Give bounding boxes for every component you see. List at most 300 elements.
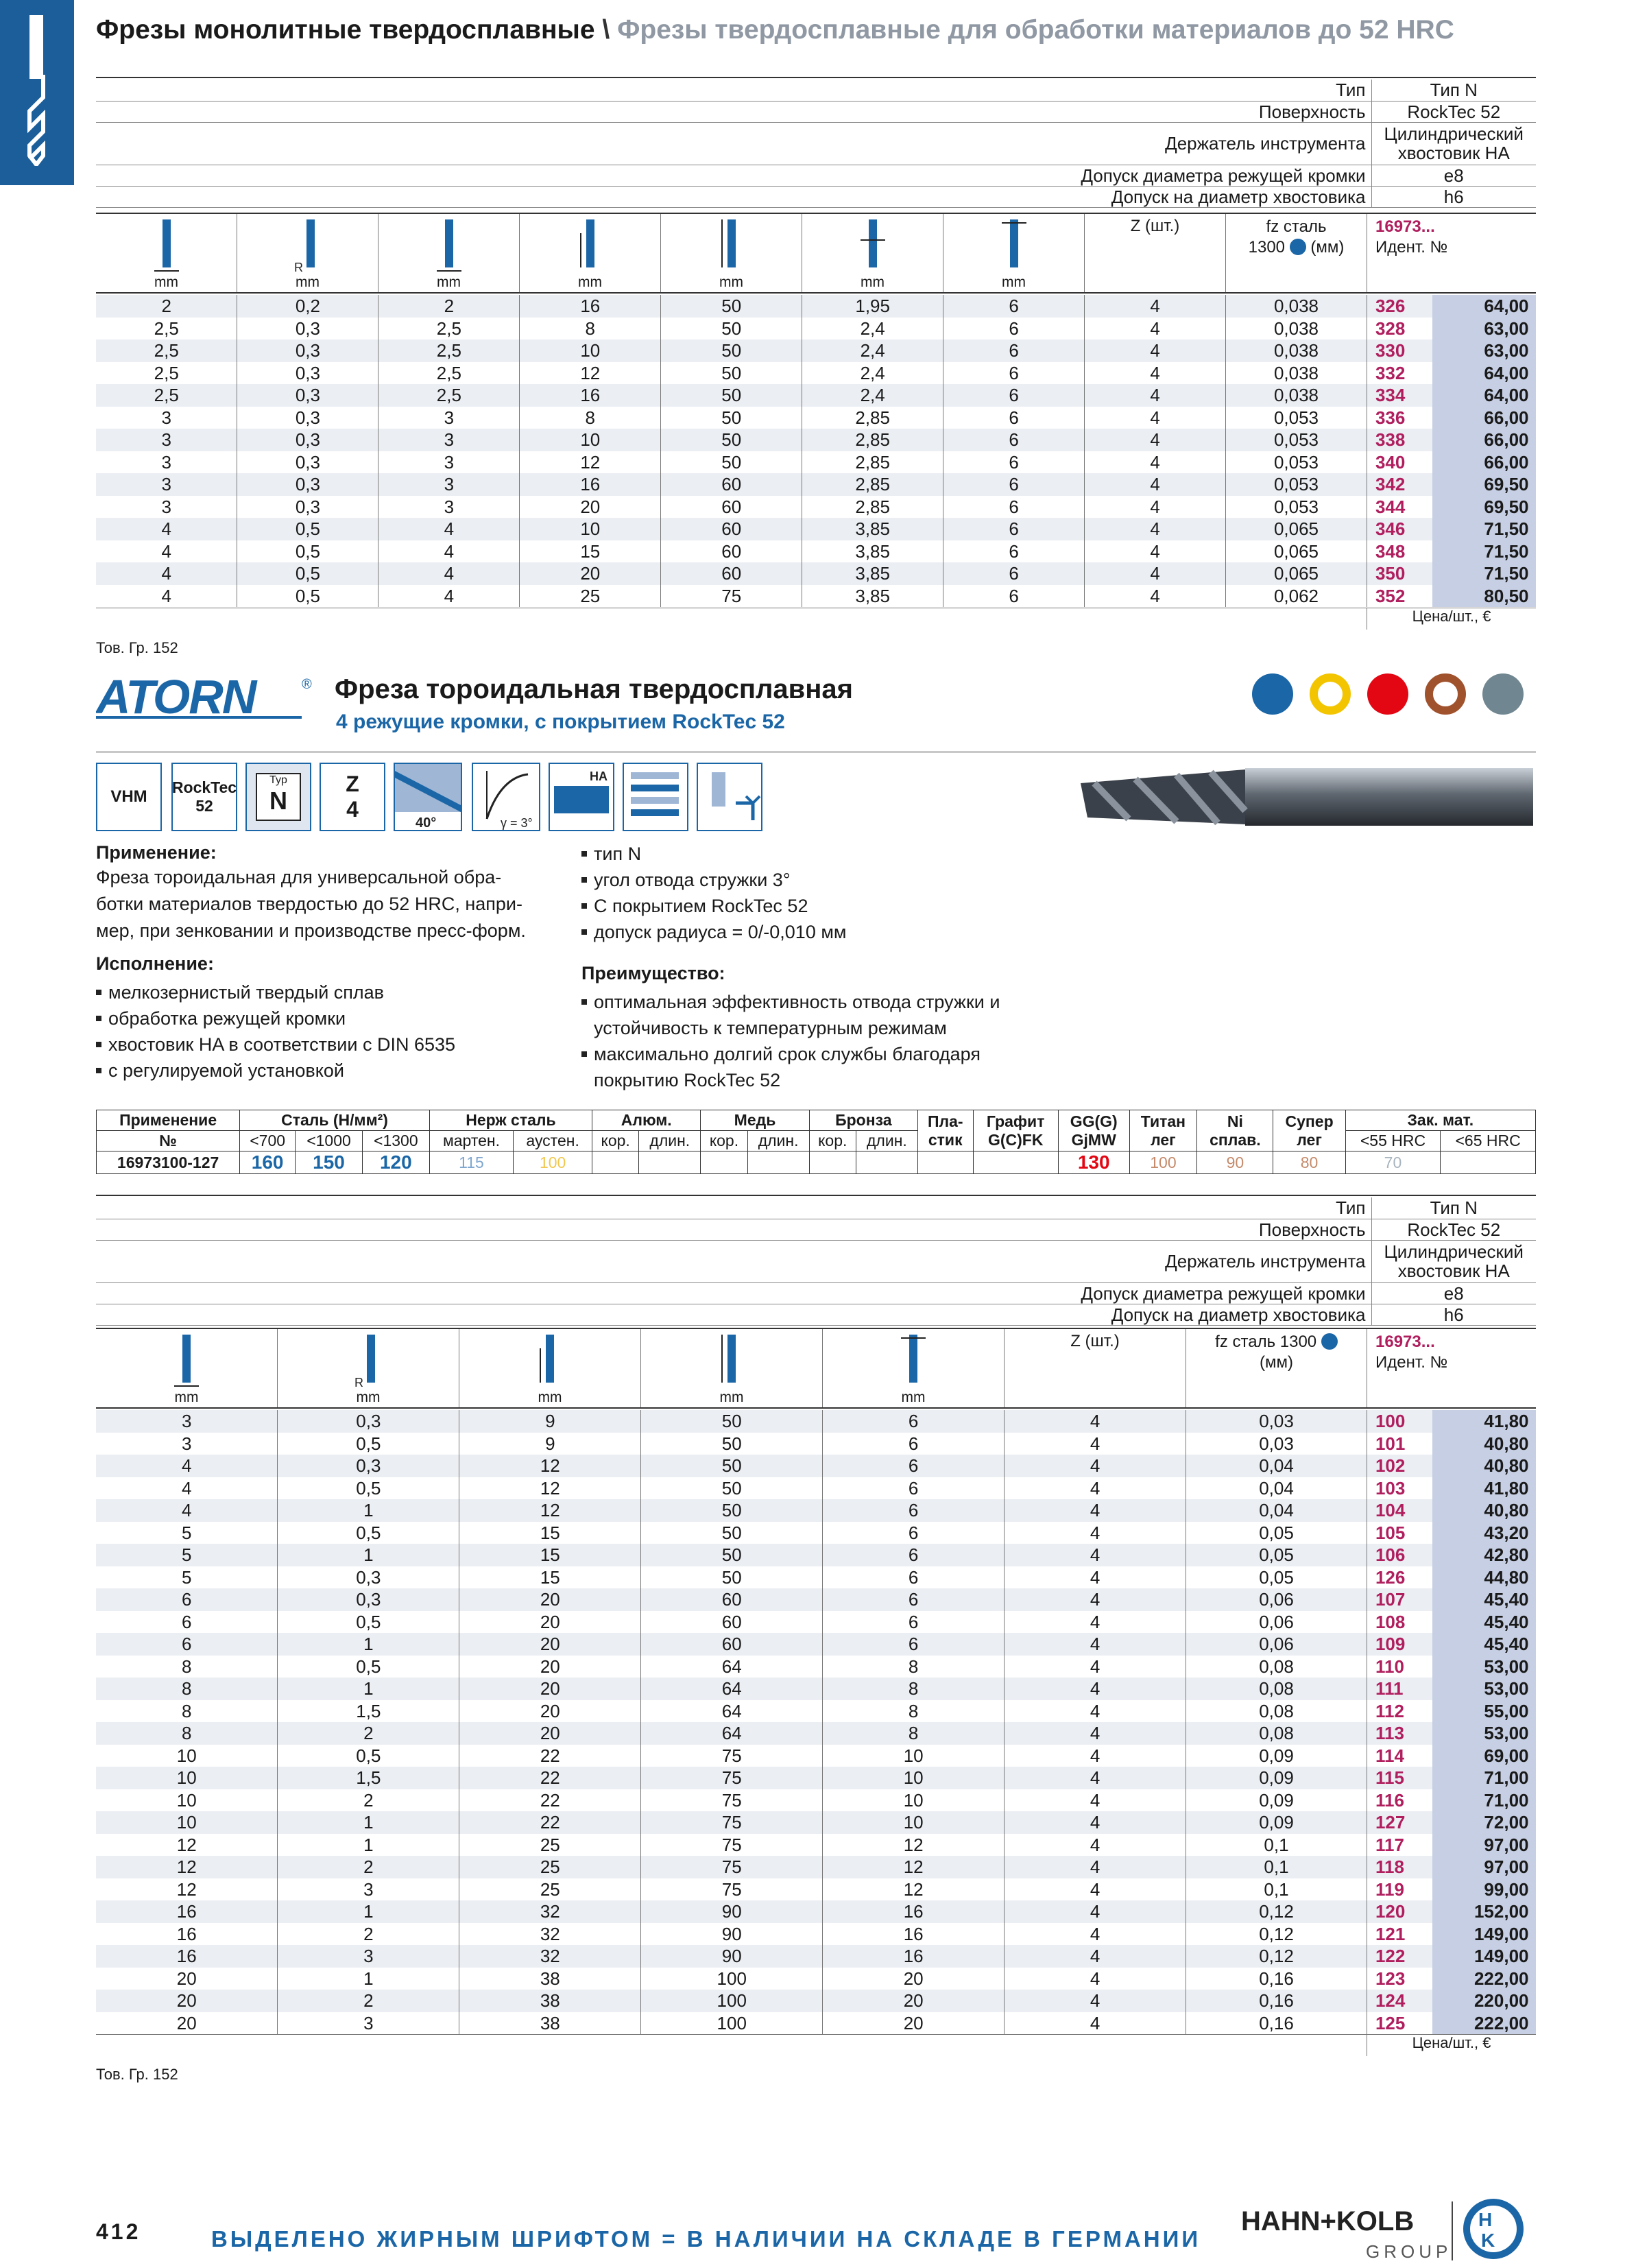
article-code: 110 (1367, 1656, 1432, 1678)
table-cell: 25 (459, 1834, 641, 1857)
article-code: 117 (1367, 1834, 1432, 1857)
price-cell: 69,50 (1432, 473, 1535, 496)
price-cell: 71,50 (1432, 562, 1535, 585)
table-cell: 6 (96, 1611, 278, 1634)
table-cell: 0,12 (1186, 1923, 1367, 1946)
table-cell: 4 (96, 518, 237, 540)
table-cell: 6 (943, 451, 1085, 474)
table-cell: 4 (1005, 1566, 1186, 1589)
table-cell: 32 (459, 1923, 641, 1946)
price-cell: 55,00 (1432, 1700, 1535, 1723)
table-cell: 8 (823, 1678, 1005, 1700)
price-cell: 42,80 (1432, 1544, 1535, 1566)
table-cell: 2 (378, 295, 520, 318)
table-cell: 4 (1005, 1990, 1186, 2012)
spec-surface-value: RockTec 52 (1371, 101, 1536, 122)
group-note: Тов. Гр. 152 (96, 2066, 178, 2083)
stock-note: ВЫДЕЛЕНО ЖИРНЫМ ШРИФТОМ = В НАЛИЧИИ НА СКЛАДЕ В ГЕРМАНИИ (211, 2226, 1201, 2252)
rake-angle-icon (472, 763, 540, 831)
table-cell: 16 (96, 1923, 278, 1946)
table-cell: 8 (823, 1656, 1005, 1678)
spec-holder-value-2: хвостовик HA (1397, 1261, 1510, 1281)
table-cell: 0,3 (237, 384, 378, 407)
table-cell: 25 (459, 1856, 641, 1878)
article-code: 100 (1367, 1410, 1432, 1433)
table-cell: 2,5 (96, 384, 237, 407)
price-cell: 71,50 (1432, 518, 1535, 540)
table-cell: 4 (1085, 585, 1226, 608)
mm-label: mm (901, 1389, 926, 1405)
shank-diameter-icon (435, 219, 463, 274)
table-cell: 6 (943, 429, 1085, 451)
material-dot-hard (1425, 673, 1466, 715)
price-cell: 43,20 (1432, 1522, 1535, 1544)
table-cell: 2 (96, 295, 237, 318)
article-code: 103 (1367, 1477, 1432, 1500)
table-cell: 64 (641, 1656, 823, 1678)
advantage-list (581, 989, 1000, 1093)
table-cell: 3 (378, 451, 520, 474)
table2-column-header (96, 1328, 1536, 1409)
price-cell: 69,00 (1432, 1745, 1535, 1767)
table-cell: 12 (823, 1834, 1005, 1857)
table-cell: 12 (96, 1878, 278, 1901)
table-row (96, 1611, 1536, 1634)
table-row (96, 1745, 1536, 1767)
table-cell: 4 (1005, 1544, 1186, 1566)
table-cell: 50 (641, 1566, 823, 1589)
table-cell: 12 (459, 1499, 641, 1522)
table-cell: 0,5 (237, 585, 378, 608)
table-cell: 4 (1085, 407, 1226, 429)
table-cell: 6 (823, 1410, 1005, 1433)
table-cell: 4 (1005, 1900, 1186, 1923)
spec-holder-label: Держатель инструмента (96, 1240, 1371, 1282)
spec-type-value: Тип N (1371, 1197, 1536, 1219)
table-cell: 38 (459, 2012, 641, 2035)
table-row (96, 362, 1536, 385)
table-row (96, 407, 1536, 429)
table-cell: 12 (520, 362, 661, 385)
table-cell: 0,16 (1186, 1968, 1367, 1990)
page-header (96, 15, 1454, 45)
material-dot-stainless (1310, 673, 1351, 715)
product-subtitle: 4 режущие кромки, с покрытием RockTec 52 (336, 711, 785, 733)
price-cell: 66,00 (1432, 407, 1535, 429)
table-cell: 10 (96, 1789, 278, 1812)
table-cell: 1 (278, 1834, 459, 1857)
table-cell: 10 (96, 1745, 278, 1767)
price-cell: 220,00 (1432, 1990, 1535, 2012)
table-cell: 20 (823, 1968, 1005, 1990)
table-cell: 1,95 (802, 295, 943, 318)
table-cell: 0,06 (1186, 1588, 1367, 1611)
plunge-icon (697, 763, 762, 831)
table-cell: 15 (459, 1544, 641, 1566)
table-cell: 2,5 (378, 362, 520, 385)
features-list (581, 841, 846, 945)
price-cell: 222,00 (1432, 2012, 1535, 2035)
table-cell: 4 (1005, 1700, 1186, 1723)
article-code: 332 (1367, 362, 1432, 385)
table-cell: 0,12 (1186, 1945, 1367, 1968)
table-cell: 0,038 (1226, 318, 1367, 340)
table-cell: 4 (1085, 518, 1226, 540)
fz-header: fz сталь (1266, 217, 1327, 236)
price-cell: 45,40 (1432, 1588, 1535, 1611)
table-cell: 0,038 (1226, 339, 1367, 362)
table-cell: 4 (1005, 1499, 1186, 1522)
table-cell: 4 (1005, 1968, 1186, 1990)
list-item: с регулируемой установкой (96, 1058, 455, 1084)
table-cell: 10 (96, 1811, 278, 1834)
article-code: 338 (1367, 429, 1432, 451)
table-cell: 60 (661, 473, 802, 496)
table-cell: 90 (641, 1900, 823, 1923)
svg-text:HAHN+KOLB: HAHN+KOLB (1241, 2206, 1415, 2236)
table-row (96, 1678, 1536, 1700)
table-cell: 2,85 (802, 451, 943, 474)
product-image (1067, 763, 1533, 831)
table-cell: 0,09 (1186, 1789, 1367, 1812)
table-cell: 2,5 (96, 318, 237, 340)
spec-holder-label: Держатель инструмента (96, 122, 1371, 165)
table-row (96, 1656, 1536, 1678)
table-cell: 22 (459, 1789, 641, 1812)
table-row (96, 451, 1536, 474)
table-cell: 75 (641, 1834, 823, 1857)
table-cell: 22 (459, 1811, 641, 1834)
price-cell: 72,00 (1432, 1811, 1535, 1834)
svg-text:γ = 3°: γ = 3° (501, 816, 533, 830)
table-cell: 0,062 (1226, 585, 1367, 608)
table-cell: 3 (96, 473, 237, 496)
table-cell: 2,85 (802, 429, 943, 451)
table-cell: 0,038 (1226, 295, 1367, 318)
list-item: хвостовик HA в соответствии с DIN 6535 (96, 1031, 455, 1058)
price-cell: 45,40 (1432, 1633, 1535, 1656)
end-mill-icon (21, 15, 52, 166)
cutting-length-icon (536, 1335, 564, 1389)
table-cell: 0,3 (237, 339, 378, 362)
table1-spec (96, 80, 1536, 208)
price-cell: 66,00 (1432, 451, 1535, 474)
list-item: обработка режущей кромки (96, 1005, 455, 1031)
table-cell: 4 (1005, 1656, 1186, 1678)
table-cell: 5 (96, 1522, 278, 1544)
table-cell: 1,5 (278, 1700, 459, 1723)
price-cell: 44,80 (1432, 1566, 1535, 1589)
table-cell: 6 (943, 339, 1085, 362)
table-cell: 6 (943, 585, 1085, 608)
table-cell: 12 (459, 1477, 641, 1500)
list-item: тип N (581, 841, 846, 867)
table-cell: 1 (278, 1633, 459, 1656)
article-code: 125 (1367, 2012, 1432, 2035)
table-cell: 10 (823, 1789, 1005, 1812)
table-cell: 60 (641, 1588, 823, 1611)
article-code: 344 (1367, 496, 1432, 518)
table-cell: 1 (278, 1900, 459, 1923)
table-cell: 50 (661, 407, 802, 429)
spec-type-label: Тип (96, 80, 1371, 101)
table-cell: 4 (378, 562, 520, 585)
table-cell: 2 (278, 1856, 459, 1878)
table1-data (96, 295, 1536, 607)
ident-header: Идент. № (1375, 1353, 1448, 1372)
table-cell: 0,16 (1186, 2012, 1367, 2035)
table-cell: 50 (641, 1522, 823, 1544)
table-cell: 20 (823, 1990, 1005, 2012)
table-row (96, 1722, 1536, 1745)
article-code: 122 (1367, 1945, 1432, 1968)
execution-heading: Исполнение: (96, 953, 214, 974)
table-cell: 6 (823, 1611, 1005, 1634)
spec-tolcut-label: Допуск диаметра режущей кромки (96, 165, 1371, 186)
svg-text:ATORN: ATORN (96, 672, 256, 721)
table-cell: 3 (278, 1878, 459, 1901)
table-cell: 2,5 (96, 362, 237, 385)
badge-vhm: VHM (96, 763, 162, 831)
spec-tolcut-value: e8 (1371, 165, 1536, 186)
article-code: 116 (1367, 1789, 1432, 1812)
table-cell: 2,5 (378, 339, 520, 362)
article-code: 102 (1367, 1455, 1432, 1477)
table-cell: 3 (378, 407, 520, 429)
table-cell: 0,3 (237, 318, 378, 340)
table-cell: 3 (96, 407, 237, 429)
table-cell: 9 (459, 1410, 641, 1433)
material-dot-icon (1321, 1333, 1338, 1350)
product-title: Фреза тороидальная твердосплавная (335, 674, 854, 704)
article-code: 340 (1367, 451, 1432, 474)
table2-data (96, 1410, 1536, 2034)
article-code: 326 (1367, 295, 1432, 318)
total-length-icon (718, 1335, 745, 1389)
table-cell: 0,5 (237, 518, 378, 540)
spec-surface-value: RockTec 52 (1371, 1219, 1536, 1240)
table-cell: 2,5 (96, 339, 237, 362)
table-cell: 3 (96, 1410, 278, 1433)
table-cell: 4 (1085, 496, 1226, 518)
mm-label: mm (1002, 274, 1026, 290)
svg-text:R: R (354, 1376, 363, 1389)
table-cell: 10 (823, 1811, 1005, 1834)
price-cell: 97,00 (1432, 1834, 1535, 1857)
article-code: 328 (1367, 318, 1432, 340)
mm-label: mm (719, 274, 743, 290)
article-code: 127 (1367, 1811, 1432, 1834)
table-cell: 60 (661, 540, 802, 563)
table-cell: 50 (641, 1499, 823, 1522)
diameter-icon (153, 219, 180, 274)
table-row (96, 1410, 1536, 1433)
price-cell: 80,50 (1432, 585, 1535, 608)
price-cell: 149,00 (1432, 1923, 1535, 1946)
table-cell: 2 (278, 1923, 459, 1946)
article-code: 124 (1367, 1990, 1432, 2012)
table-cell: 0,053 (1226, 429, 1367, 451)
price-cell: 71,00 (1432, 1767, 1535, 1789)
svg-text:®: ® (302, 677, 312, 692)
mm-label: mm (861, 274, 885, 290)
table-cell: 50 (661, 339, 802, 362)
table-row (96, 1856, 1536, 1878)
table-cell: 4 (1005, 1856, 1186, 1878)
code-header: 16973... (1375, 1333, 1435, 1351)
table-cell: 4 (1085, 384, 1226, 407)
table-cell: 3 (278, 1945, 459, 1968)
table-cell: 12 (459, 1455, 641, 1477)
table-cell: 12 (96, 1834, 278, 1857)
mm-label: mm (356, 1389, 381, 1405)
table-cell: 0,09 (1186, 1745, 1367, 1767)
fz-value: 1300 (1248, 238, 1286, 256)
table-row (96, 1878, 1536, 1901)
table-row (96, 585, 1536, 608)
table-row (96, 1834, 1536, 1857)
table-cell: 15 (459, 1522, 641, 1544)
table-cell: 75 (641, 1811, 823, 1834)
table-row (96, 1990, 1536, 2012)
table-cell: 15 (459, 1566, 641, 1589)
table-cell: 0,04 (1186, 1499, 1367, 1522)
table-cell: 90 (641, 1923, 823, 1946)
table-row (96, 1433, 1536, 1455)
table-cell: 0,5 (278, 1611, 459, 1634)
table-cell: 10 (96, 1767, 278, 1789)
table-cell: 6 (823, 1433, 1005, 1455)
mm-label: mm (538, 1389, 562, 1405)
price-caption: Цена/шт., € (1412, 2034, 1491, 2051)
table-row (96, 295, 1536, 318)
header-subtitle: Фрезы твердосплавные для обработки материалов до 52 HRC (617, 15, 1454, 45)
table-row (96, 1789, 1536, 1812)
ident-header: Идент. № (1375, 238, 1448, 256)
list-item: максимально долгий срок службы благодаря покрытию RockTec 52 (581, 1041, 1000, 1093)
table-cell: 0,053 (1226, 496, 1367, 518)
atorn-logo (96, 672, 322, 721)
table-cell: 0,06 (1186, 1633, 1367, 1656)
table-cell: 16 (96, 1945, 278, 1968)
table-cell: 4 (1005, 1767, 1186, 1789)
article-code: 101 (1367, 1433, 1432, 1455)
table-cell: 6 (943, 362, 1085, 385)
spec-tolshank-label: Допуск на диаметр хвостовика (96, 1304, 1371, 1325)
badge-z4: Z 4 (320, 763, 385, 831)
table-cell: 4 (1085, 362, 1226, 385)
shank-icon (1000, 219, 1028, 274)
table-cell: 3,85 (802, 562, 943, 585)
shank-ha-icon (549, 763, 614, 831)
table-cell: 50 (661, 295, 802, 318)
table-row (96, 1923, 1536, 1946)
spec-tolcut-value: e8 (1371, 1282, 1536, 1304)
table-cell: 4 (1005, 1745, 1186, 1767)
table-cell: 0,5 (278, 1656, 459, 1678)
table-cell: 0,3 (237, 473, 378, 496)
material-dot-icon (1290, 239, 1306, 255)
table-row (96, 318, 1536, 340)
article-code: 115 (1367, 1767, 1432, 1789)
table-cell: 6 (823, 1588, 1005, 1611)
group-note: Тов. Гр. 152 (96, 639, 178, 656)
fz-unit: (мм) (1260, 1353, 1293, 1372)
table-cell: 4 (1005, 1811, 1186, 1834)
table-cell: 50 (661, 384, 802, 407)
table-cell: 6 (943, 540, 1085, 563)
table-cell: 3 (96, 451, 237, 474)
code-header: 16973... (1375, 217, 1435, 236)
table-cell: 4 (1085, 429, 1226, 451)
badge-type-n: Typ N (245, 763, 311, 831)
table-cell: 0,04 (1186, 1455, 1367, 1477)
table-cell: 3 (378, 473, 520, 496)
table-cell: 6 (943, 318, 1085, 340)
table-cell: 0,12 (1186, 1900, 1367, 1923)
table-cell: 20 (459, 1611, 641, 1634)
article-code: 111 (1367, 1678, 1432, 1700)
table-cell: 0,1 (1186, 1856, 1367, 1878)
price-cell: 152,00 (1432, 1900, 1535, 1923)
article-code: 348 (1367, 540, 1432, 563)
table-cell: 60 (661, 562, 802, 585)
table-cell: 50 (661, 362, 802, 385)
article-code: 336 (1367, 407, 1432, 429)
svg-text:GROUP: GROUP (1366, 2241, 1452, 2262)
table-cell: 50 (661, 318, 802, 340)
table-row (96, 518, 1536, 540)
table-cell: 6 (943, 496, 1085, 518)
table-cell: 90 (641, 1945, 823, 1968)
table-cell: 16 (520, 384, 661, 407)
table-cell: 5 (96, 1566, 278, 1589)
article-code: 109 (1367, 1633, 1432, 1656)
table-cell: 0,08 (1186, 1700, 1367, 1723)
table-cell: 6 (823, 1633, 1005, 1656)
z-header: Z (шт.) (1005, 1329, 1186, 1407)
table-cell: 6 (943, 473, 1085, 496)
spec-holder-value-2: хвостовик HA (1397, 143, 1510, 163)
table-cell: 0,5 (237, 562, 378, 585)
price-cell: 53,00 (1432, 1722, 1535, 1745)
table-cell: 20 (96, 2012, 278, 2035)
table-cell: 16 (823, 1945, 1005, 1968)
table-cell: 0,1 (1186, 1834, 1367, 1857)
table-cell: 6 (823, 1544, 1005, 1566)
list-item: С покрытием RockTec 52 (581, 893, 846, 919)
table-cell: 38 (459, 1968, 641, 1990)
table-row (96, 1811, 1536, 1834)
price-cell: 63,00 (1432, 339, 1535, 362)
application-heading: Применение: (96, 842, 217, 863)
table-cell: 8 (96, 1722, 278, 1745)
spec-surface-label: Поверхность (96, 101, 1371, 122)
table-cell: 2,85 (802, 407, 943, 429)
table2-spec (96, 1197, 1536, 1326)
table-cell: 4 (1005, 1945, 1186, 1968)
table-cell: 38 (459, 1990, 641, 2012)
table-row (96, 1945, 1536, 1968)
table-cell: 4 (378, 585, 520, 608)
table-cell: 32 (459, 1900, 641, 1923)
table-cell: 4 (1085, 540, 1226, 563)
table-cell: 0,06 (1186, 1611, 1367, 1634)
price-cell: 40,80 (1432, 1499, 1535, 1522)
article-code: 107 (1367, 1588, 1432, 1611)
table-cell: 3 (278, 2012, 459, 2035)
table-cell: 4 (1005, 1722, 1186, 1745)
